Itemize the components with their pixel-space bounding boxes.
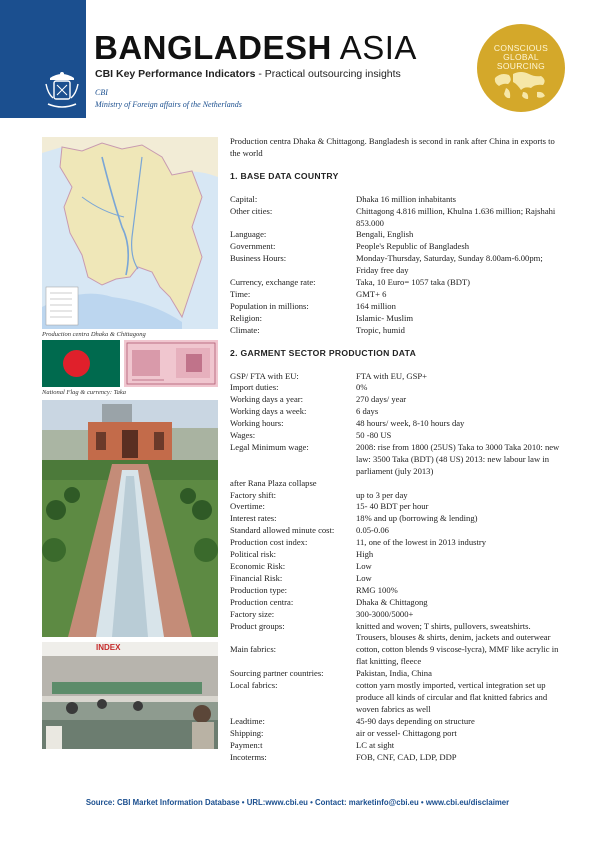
table-row [230,585,560,597]
table-row [230,194,560,206]
row-label: Overtime: [230,501,265,512]
table-row [230,597,560,609]
globe-icon [491,68,551,102]
row-value: Tropic, humid [356,324,405,335]
row-value: FOB, CNF, CAD, LDP, DDP [356,751,457,762]
section-1-heading: 1. BASE DATA COUNTRY [230,170,339,181]
table-row [230,241,560,253]
row-label: Sourcing partner countries: [230,668,324,679]
row-value: LC at sight [356,739,395,750]
table-row [230,277,560,289]
row-value: up to 3 per day [356,489,408,500]
row-value: air or vessel- Chittagong port [356,727,457,738]
table-row [230,206,560,230]
row-value: 0% [356,382,368,393]
row-label: Time: [230,288,251,299]
row-label: Main fabrics: [230,644,277,655]
row-value: Islamic- Muslim [356,312,414,323]
row-label: Factory size: [230,608,275,619]
table-row [230,430,560,442]
table-row [230,668,560,680]
table-row [230,371,560,383]
table-row [230,289,560,301]
page-title: BANGLADESH ASIA [94,29,417,66]
bangladesh-map-image [42,137,218,329]
table-row [230,537,560,549]
table-row [230,621,560,645]
table-row [230,406,560,418]
row-label: Currency, exchange rate: [230,277,316,288]
row-label: Incoterms: [230,751,267,762]
table-row [230,728,560,740]
garment-factory-photo [42,642,218,749]
row-label: Capital: [230,193,258,204]
footer-source-line: Source: CBI Market Information Database • URL:www.cbi.eu • Contact: marketinfo@cbi.eu • www.cbi.eu/disclaimer [85,798,510,807]
row-value: High [356,549,374,560]
row-label: Political risk: [230,549,277,560]
table-row [230,229,560,241]
lalbagh-fort-photo [42,400,218,637]
map-caption: Production centra Dhaka & Chittagong [42,331,146,338]
row-value: 164 million [356,300,396,311]
main-content [230,136,560,763]
table-row [230,525,560,537]
row-value: 15- 40 BDT per hour [356,501,429,512]
section-2-heading: 2. GARMENT SECTOR PRODUCTION DATA [230,347,417,358]
row-label: Interest rates: [230,513,277,524]
row-label: Production centra: [230,596,294,607]
org-name: Ministry of Foreign affairs of the Netherlands [95,100,242,109]
taka-banknote-image [124,340,218,387]
table-row [230,573,560,585]
row-value: knitted and woven; T shirts, pullovers, sweatshirts. Trousers, blouses & shirts, denim, jackets and outerwear [356,620,551,643]
row-value: 270 days/ year [356,394,407,405]
intro-text: Production centra Dhaka & Chittagong. Bangladesh is second in rank after China in exports to the world [230,136,555,158]
row-value: Bengali, English [356,229,414,240]
row-value: FTA with EU, GSP+ [356,370,428,381]
row-label: Economic Risk: [230,561,286,571]
table-row [230,549,560,561]
table-row [230,418,560,430]
factory-sign: INDEX [96,643,121,652]
table-row [230,644,560,668]
after-rana-plaza-note: after Rana Plaza collapse [230,477,317,488]
row-label: Import duties: [230,382,279,393]
row-value: 0.05-0.06 [356,525,389,536]
row-value: Monday-Thursday, Saturday, Sunday 8.00am-6.00pm; Friday free day [356,253,543,276]
row-value: Low [356,572,372,583]
table-row [230,609,560,621]
header-blue-strip [0,0,86,118]
table-row [230,301,560,313]
table-row [230,394,560,406]
factory-scene [42,642,218,749]
row-value: GMT+ 6 [356,288,387,299]
row-value: 300-3000/5000+ [356,608,414,619]
table-row [230,752,560,764]
row-label: Paymen:t [230,739,263,750]
row-label: Working hours: [230,418,284,429]
table-row [230,253,560,277]
badge-line-3: SOURCING [496,61,546,71]
row-label: Religion: [230,312,262,323]
row-value: Chittagong 4.816 million, Khulna 1.636 million; Rajshahi 853.000 [356,205,556,228]
badge-line-1: CONSCIOUS [493,43,549,53]
row-value: cotton, cotton blends 9 viscose-lycra), MMF like acrylic in flat knitting, fleece [356,644,559,667]
row-label: Leadtime: [230,715,265,726]
table-row [230,716,560,728]
row-value: Low [356,561,372,571]
row-label: Production cost index: [230,537,308,548]
row-label: Local fabrics: [230,680,278,691]
row-value: Taka, 10 Euro= 1057 taka (BDT) [356,277,471,288]
table-row [230,740,560,752]
flag-caption: National Flag & currency: Taka [42,389,127,396]
page-subtitle: CBI Key Performance Indicators - Practical outsourcing insights [95,68,401,80]
row-value: Pakistan, India, China [356,668,432,679]
table-row [230,382,560,394]
bangladesh-flag-image [42,340,120,387]
row-label: Production type: [230,584,288,595]
row-label: Population in millions: [230,300,309,311]
row-label: Government: [230,241,276,252]
row-value: Dhaka & Chittagong [356,596,428,607]
row-value: 6 days [356,406,379,417]
row-label: Standard allowed minute cost: [230,525,335,536]
table-row [230,561,560,573]
row-value: RMG 100% [356,584,398,595]
row-value: 18% and up (borrowing & lending) [356,513,478,524]
table-row [230,513,560,525]
row-value: 48 hours/ week, 8-10 hours day [356,418,465,429]
flag-red-disc [63,350,90,377]
row-label: Wages: [230,430,256,441]
table-row [230,501,560,513]
org-abbreviation: CBI [95,88,108,97]
row-label: Working days a year: [230,394,304,405]
row-label: Shipping: [230,727,264,738]
row-label: Legal Minimum wage: [230,441,309,452]
row-value: People's Republic of Bangladesh [356,241,470,252]
row-label: Product groups: [230,620,285,631]
row-label: Working days a week: [230,406,307,417]
row-value: Dhaka 16 million inhabitants [356,193,457,204]
netherlands-coat-of-arms-icon [40,64,84,114]
table-row [230,325,560,337]
row-label: Language: [230,229,267,240]
badge-line-2: GLOBAL [503,52,539,62]
table-row [230,680,560,716]
table-row [230,490,560,502]
row-value: 2008: rise from 1800 (25US) Taka to 3000 Taka 2010: new law: 3500 Taka (BDT) (48 US) 2013: new labour law in parliament (july 2013) [356,441,560,476]
row-value: cotton yarn mostly imported, vertical integration set up produce all kinds of circular and flat knitted fabrics and woven fabrics as well [356,680,548,714]
row-value: 45-90 days depending on structure [356,715,475,726]
row-label: GSP/ FTA with EU: [230,370,299,381]
row-label: Business Hours: [230,253,287,264]
row-label: Financial Risk: [230,572,283,583]
base-data-table [230,194,560,337]
table-row [230,313,560,325]
table-row [230,442,560,478]
row-label: Factory shift: [230,489,277,500]
row-value: 11, one of the lowest in 2013 industry [356,537,487,548]
conscious-global-sourcing-badge [477,24,565,112]
row-value: 50 -80 US [356,430,392,441]
row-label: Climate: [230,324,260,335]
row-label: Other cities: [230,205,273,216]
garment-data-table [230,371,560,764]
